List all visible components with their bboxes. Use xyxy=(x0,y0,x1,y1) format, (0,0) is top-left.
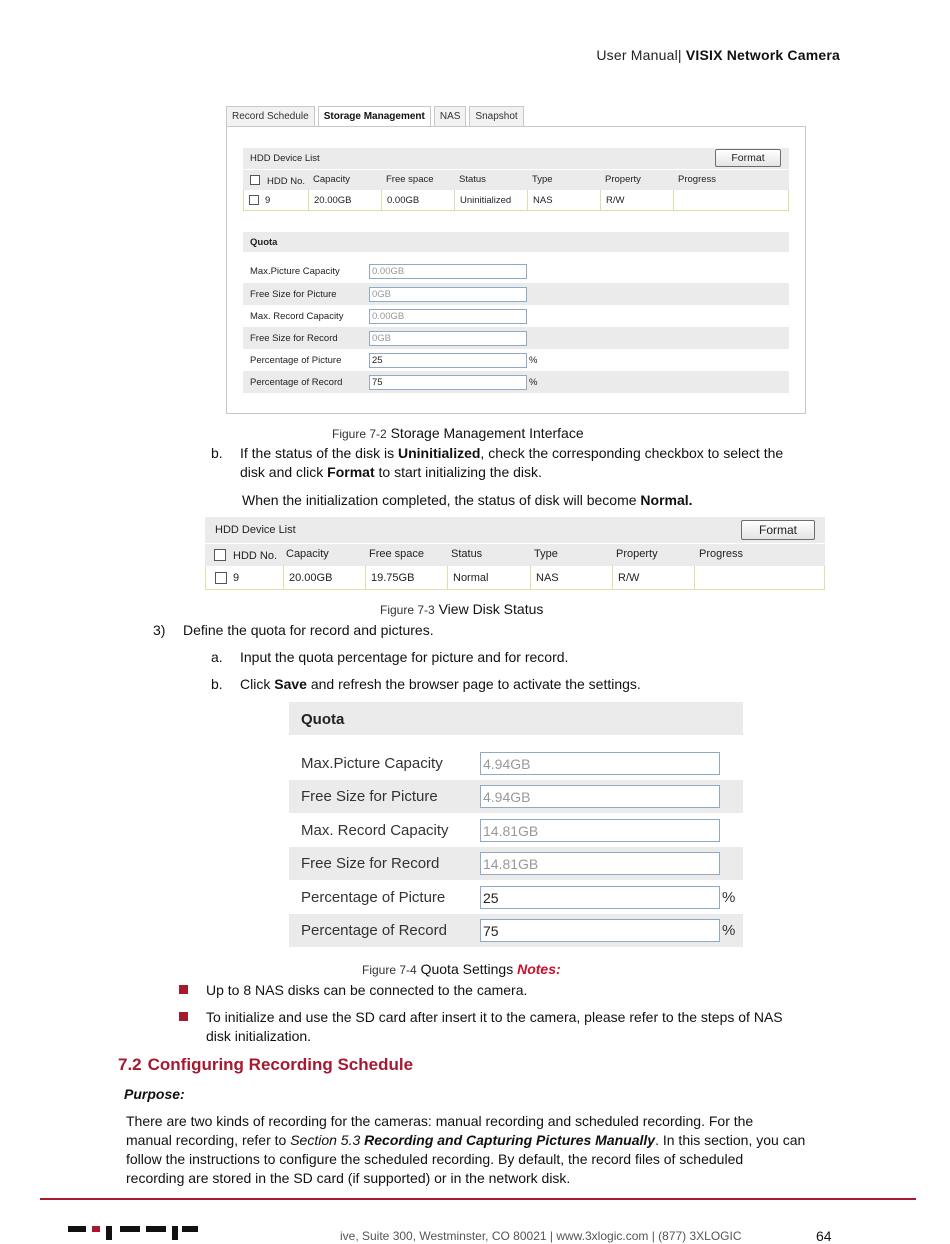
percentage-record-input[interactable]: 75 xyxy=(369,375,527,390)
tab-snapshot[interactable]: Snapshot xyxy=(469,106,523,126)
text-span: , check the corresponding checkbox to select the xyxy=(480,445,784,461)
row-no: 9 xyxy=(233,571,240,584)
col-free-space: Free space xyxy=(386,174,434,185)
max-picture-capacity-field[interactable]: 4.94GB xyxy=(480,752,720,775)
bold-term: Format xyxy=(327,464,375,480)
max-record-capacity-field[interactable]: 0.00GB xyxy=(369,309,527,324)
quota-row-free-picture xyxy=(243,283,789,305)
format-button[interactable]: Format xyxy=(741,520,815,540)
footer-address: ive, Suite 300, Westminster, CO 80021 | www.3xlogic.com | (877) 3XLOGIC xyxy=(340,1229,742,1243)
quota-label: Percentage of Picture xyxy=(301,889,446,906)
logo-icon xyxy=(68,1226,198,1241)
quota-label: Max.Picture Capacity xyxy=(250,265,340,277)
text-span: disk and click xyxy=(240,464,328,480)
text-span: to start initializing the disk. xyxy=(374,464,542,480)
quota-settings-panel xyxy=(289,702,744,948)
percent-unit: % xyxy=(529,376,538,388)
row-checkbox[interactable] xyxy=(249,195,259,205)
quota-row-free-record xyxy=(289,847,743,880)
row-no-cell xyxy=(244,190,309,210)
figure-caption xyxy=(362,961,561,977)
col-capacity: Capacity xyxy=(286,548,329,560)
quota-label: Max. Record Capacity xyxy=(301,822,449,839)
footer-divider xyxy=(40,1198,916,1200)
step-marker: b. xyxy=(211,676,223,692)
col-type: Type xyxy=(532,174,553,185)
figure-number: Figure 7-4 xyxy=(362,963,417,977)
select-all-checkbox[interactable] xyxy=(250,175,260,185)
quota-label: Free Size for Record xyxy=(301,855,440,872)
quota-label: Percentage of Record xyxy=(301,922,447,939)
page-number: 64 xyxy=(816,1228,832,1244)
bold-reference: Recording and Capturing Pictures Manually xyxy=(364,1132,656,1148)
hdd-list-bar xyxy=(205,517,825,543)
row-status: Normal xyxy=(448,566,531,589)
quota-bar xyxy=(289,702,743,735)
figure-title: Quota Settings xyxy=(420,961,514,977)
bold-term: Uninitialized xyxy=(397,445,481,461)
text-span: . In this section, you can xyxy=(655,1132,806,1148)
hdd-table-header xyxy=(205,544,825,566)
quota-row-free-picture xyxy=(289,780,743,813)
row-property: R/W xyxy=(601,190,674,210)
quota-row-max-record xyxy=(289,814,743,847)
step-marker: 3) xyxy=(153,622,166,638)
bold-term: Save xyxy=(274,676,307,692)
free-size-record-field[interactable]: 0GB xyxy=(369,331,527,346)
col-capacity: Capacity xyxy=(313,174,350,185)
table-row[interactable] xyxy=(205,566,825,590)
text-span: and refresh the browser page to activate the settings. xyxy=(306,676,641,692)
figure-title: Storage Management Interface xyxy=(390,425,584,441)
storage-management-panel xyxy=(226,126,806,414)
quota-row-percent-record xyxy=(289,914,743,947)
hdd-list-title: HDD Device List xyxy=(250,153,320,164)
max-record-capacity-field[interactable]: 14.81GB xyxy=(480,819,720,842)
hdd-table-header xyxy=(243,170,789,190)
row-capacity: 20.00GB xyxy=(309,190,382,210)
quota-row-max-picture xyxy=(289,747,743,780)
quota-label: Free Size for Picture xyxy=(301,788,438,805)
quota-label: Free Size for Picture xyxy=(250,288,337,300)
quota-title: Quota xyxy=(250,237,278,248)
hdd-list-bar xyxy=(243,148,789,169)
quota-label: Max. Record Capacity xyxy=(250,310,344,322)
note-text xyxy=(206,1008,826,1046)
percent-unit: % xyxy=(529,354,538,366)
col-type: Type xyxy=(534,548,558,560)
figure-number: Figure 7-2 xyxy=(332,427,387,441)
section-number: 7.2 xyxy=(118,1055,142,1074)
format-button[interactable]: Format xyxy=(715,149,781,167)
step-marker: a. xyxy=(211,649,223,665)
row-no: 9 xyxy=(265,194,271,206)
section-reference: Section 5.3 xyxy=(290,1132,365,1148)
quota-label: Free Size for Record xyxy=(250,332,338,344)
quota-row-percent-picture xyxy=(289,881,743,914)
figure-caption xyxy=(380,601,543,617)
text-span: If the status of the disk is xyxy=(240,445,398,461)
table-row[interactable] xyxy=(243,190,789,211)
col-property: Property xyxy=(616,548,658,560)
header-prefix: User Manual| xyxy=(596,47,682,63)
row-no-cell xyxy=(206,566,284,589)
hdd-list-title: HDD Device List xyxy=(215,524,296,536)
row-progress xyxy=(674,190,790,210)
row-status: Uninitialized xyxy=(455,190,528,210)
quota-row-max-picture xyxy=(243,260,789,282)
free-size-record-field[interactable]: 14.81GB xyxy=(480,852,720,875)
purpose-paragraph xyxy=(126,1112,846,1188)
free-size-picture-field[interactable]: 4.94GB xyxy=(480,785,720,808)
figure-title: View Disk Status xyxy=(438,601,544,617)
quota-title: Quota xyxy=(301,711,345,728)
header-product: VISIX Network Camera xyxy=(685,47,840,63)
row-progress xyxy=(695,566,824,589)
bullet-square-icon xyxy=(179,985,188,994)
note-text: Up to 8 NAS disks can be connected to the camera. xyxy=(206,982,528,998)
tab-storage-management[interactable]: Storage Management xyxy=(318,106,431,126)
quota-bar xyxy=(243,232,789,252)
step-text xyxy=(240,444,820,482)
col-status: Status xyxy=(451,548,483,560)
step-text: Input the quota percentage for picture and for record. xyxy=(240,649,569,665)
text-span: follow the instructions to configure the scheduled recording. By default, the record files of scheduled xyxy=(126,1151,744,1167)
text-span: recording are stored in the SD card (if supported) or in the network disk. xyxy=(126,1170,571,1186)
tab-record-schedule[interactable]: Record Schedule xyxy=(226,106,315,126)
notes-label: Notes: xyxy=(517,961,561,977)
bold-term: Normal. xyxy=(640,492,693,508)
select-all-checkbox[interactable] xyxy=(214,549,226,561)
col-progress: Progress xyxy=(678,174,717,185)
percent-unit: % xyxy=(722,922,736,939)
percentage-picture-input[interactable]: 25 xyxy=(480,886,720,909)
col-free-space: Free space xyxy=(369,548,425,560)
text-span: There are two kinds of recording for the cameras: manual recording and scheduled recording. For the xyxy=(126,1113,754,1129)
col-hdd-no: HDD No. xyxy=(267,176,306,187)
row-checkbox[interactable] xyxy=(215,572,227,584)
settings-tabs xyxy=(226,106,527,126)
row-free: 0.00GB xyxy=(382,190,455,210)
row-type: NAS xyxy=(531,566,613,589)
row-type: NAS xyxy=(528,190,601,210)
quota-row-max-record xyxy=(243,305,789,327)
step-text: Define the quota for record and pictures. xyxy=(183,622,434,638)
figure-caption xyxy=(332,425,584,441)
col-property: Property xyxy=(605,174,641,185)
quota-label: Percentage of Picture xyxy=(250,354,342,366)
step-marker: b. xyxy=(211,445,223,461)
text-span: Click xyxy=(240,676,275,692)
text-span: To initialize and use the SD card after insert it to the camera, please refer to the steps of NAS xyxy=(206,1009,783,1025)
quota-label: Max.Picture Capacity xyxy=(301,755,443,772)
percentage-picture-input[interactable]: 25 xyxy=(369,353,527,368)
quota-row-percent-picture xyxy=(243,349,789,371)
row-property: R/W xyxy=(613,566,695,589)
disk-status-panel xyxy=(205,517,825,591)
page-header xyxy=(596,47,840,63)
section-heading xyxy=(118,1055,413,1075)
percent-unit: % xyxy=(722,889,736,906)
figure-number: Figure 7-3 xyxy=(380,603,435,617)
text-span: disk initialization. xyxy=(206,1028,312,1044)
quota-label: Percentage of Record xyxy=(250,376,343,388)
init-note xyxy=(242,491,693,510)
text-span: When the initialization completed, the status of disk will become xyxy=(242,492,641,508)
col-progress: Progress xyxy=(699,548,744,560)
company-logo xyxy=(68,1226,198,1241)
row-free: 19.75GB xyxy=(366,566,448,589)
purpose-label: Purpose: xyxy=(124,1086,185,1102)
section-title: Configuring Recording Schedule xyxy=(147,1055,414,1074)
row-capacity: 20.00GB xyxy=(284,566,366,589)
percentage-record-input[interactable]: 75 xyxy=(480,919,720,942)
col-status: Status xyxy=(459,174,486,185)
quota-row-percent-record xyxy=(243,371,789,393)
bullet-square-icon xyxy=(179,1012,188,1021)
col-hdd-no: HDD No. xyxy=(233,550,278,562)
max-picture-capacity-field[interactable]: 0.00GB xyxy=(369,264,527,279)
quota-row-free-record xyxy=(243,327,789,349)
step-text xyxy=(240,675,641,694)
tab-nas[interactable]: NAS xyxy=(434,106,467,126)
free-size-picture-field[interactable]: 0GB xyxy=(369,287,527,302)
text-span: manual recording, refer to xyxy=(126,1132,291,1148)
